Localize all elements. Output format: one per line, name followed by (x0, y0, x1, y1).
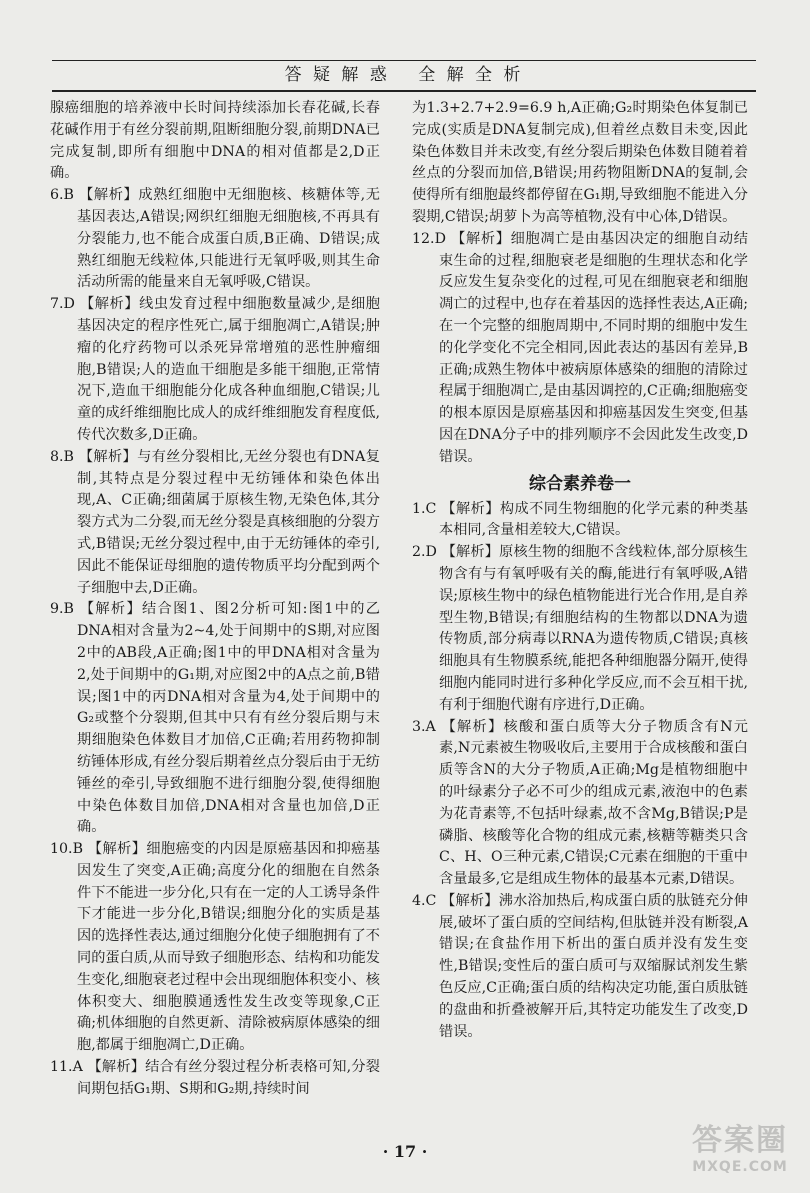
continued-paragraph: 为1.3+2.7+2.9=6.9 h,A正确;G₂时期染色体复制已完成(实质是DNA复制完成),但着丝点数目未变,因此染色体数目并未改变,有丝分裂后期染色体数目随着着丝点的分裂而加倍,B错误;用药物阻断DNA的复制,会使得所有细胞最终都停留在G₁期,导致细胞不能进入分裂期,C错误;胡萝卜为高等植物,没有中心体,D错误。 (412, 100, 748, 225)
answer-item: 8.B 【解析】与有丝分裂相比,无丝分裂也有DNA复制,其特点是分裂过程中无纺锤体和染色体出现,A、C正确;细菌属于原核生物,无染色体,其分裂方式为二分裂,而无丝分裂是真核细胞的分裂方式,B错误;无丝分裂过程中,由于无纺锤体的牵引,因此不能保证母细胞的遗传物质平均分配到两个子细胞中去,D正确。 (50, 448, 380, 596)
left-column (50, 98, 380, 1101)
section-title: 综合素养卷一 (529, 473, 631, 494)
right-column (412, 98, 748, 1043)
answer-item: 2.D 【解析】原核生物的细胞不含线粒体,部分原核生物含有与有氧呼吸有关的酶,能进行有氧呼吸,A错误;原核生物中的绿色植物能进行光合作用,是自养型生物,B错误;有细胞结构的生物都以DNA为遗传物质,部分病毒以RNA为遗传物质,C错误;真核细胞具有生物膜系统,能把各种细胞器分隔开,使得细胞内能同时进行多种化学反应,而不会互相干扰,有利于细胞代谢有序进行,D正确。 (412, 544, 748, 713)
page-number: · 17 · (382, 1142, 428, 1161)
watermark-url: MXQE.COM (692, 1159, 788, 1175)
answer-item: 7.D 【解析】线虫发育过程中细胞数量减少,是细胞基因决定的程序性死亡,属于细胞凋亡,A错误;肿瘤的化疗药物可以杀死异常增殖的恶性肿瘤细胞,B错误;人的造血干细胞是多能干细胞,正常情况下,造血干细胞能分化成各种血细胞,C错误;儿童的成纤维细胞比成人的成纤维细胞发育程度低,传代次数多,D正确。 (50, 296, 380, 443)
answer-item: 10.B 【解析】细胞癌变的内因是原癌基因和抑癌基因发生了突变,A正确;高度分化的细胞在自然条件下不能进一步分化,只有在一定的人工诱导条件下才能进一步分化,B错误;细胞分化的实质是基因的选择性表达,通过细胞分化使子细胞拥有了不同的蛋白质,从而导致子细胞形态、结构和功能发生变化,细胞衰老过程中会出现细胞体积变小、核体积变大、细胞膜通透性发生改变等现象,C正确;机体细胞的自然更新、清除被病原体感染的细胞,都属于细胞凋亡,D正确。 (50, 841, 380, 1054)
header-title: 答 疑 解 惑 全 解 全 析 (284, 65, 524, 85)
answer-item: 12.D 【解析】细胞凋亡是由基因决定的细胞自动结束生命的过程,细胞衰老是细胞的生理状态和化学反应发生复杂变化的过程,可见在细胞衰老和细胞凋亡的过程中,也存在着基因的选择性表达,A正确;在一个完整的细胞周期中,不同时期的细胞中发生的化学变化不完全相同,因此表达的基因有差异,B正确;成熟生物体中被病原体感染的细胞的清除过程属于细胞凋亡,是由基因调控的,C正确;细胞癌变的根本原因是原癌基因和抑癌基因发生突变,但基因在DNA分子中的排列顺序不会因此发生改变,D错误。 (412, 230, 748, 465)
continued-paragraph: 腺癌细胞的培养液中长时间持续添加长春花碱,长春花碱作用于有丝分裂前期,阻断细胞分裂,前期DNA已完成复制,即所有细胞中DNA的相对值都是2,D正确。 (50, 100, 380, 182)
header-top-rule (52, 60, 756, 61)
page-header (52, 58, 756, 92)
answer-item: 4.C 【解析】沸水浴加热后,构成蛋白质的肽链充分伸展,破坏了蛋白质的空间结构,但肽链并没有断裂,A错误;在食盐作用下析出的蛋白质并没有发生变性,B错误;变性后的蛋白质可与双缩脲试剂发生紫色反应,C正确;蛋白质的结构决定功能,蛋白质肽链的盘曲和折叠被解开后,其特定功能发生了改变,D错误。 (412, 892, 748, 1040)
answer-item: 6.B 【解析】成熟红细胞中无细胞核、核糖体等,无基因表达,A错误;网织红细胞无细胞核,不再具有分裂能力,也不能合成蛋白质,B正确、D错误;成熟红细胞无线粒体,只能进行无氧呼吸,则其生命活动所需的能量来自无氧呼吸,C错误。 (50, 187, 380, 291)
answer-item: 11.A 【解析】结合有丝分裂过程分析表格可知,分裂间期包括G₁期、S期和G₂期,持续时间 (50, 1059, 380, 1097)
answer-item: 9.B 【解析】结合图1、图2分析可知:图1中的乙DNA相对含量为2~4,处于间期中的S期,对应图2中的AB段,A正确;图1中的甲DNA相对含量为2,处于间期中的G₁期,对应图2中的A点之前,B错误;图1中的丙DNA相对含量为4,处于间期中的G₂或整个分裂期,但其中只有有丝分裂后期与末期细胞染色体数目才加倍,C正确;若用药物抑制纺锤体形成,有丝分裂后期着丝点分裂后由于无纺锤丝的牵引,导致细胞不进行细胞分裂,使得细胞中染色体数目加倍,DNA相对含量也加倍,D正确。 (50, 601, 380, 836)
watermark (676, 1123, 804, 1185)
header-bottom-rule (52, 90, 756, 92)
watermark-logo: 答案圈 (692, 1123, 788, 1158)
answer-item: 1.C 【解析】构成不同生物细胞的化学元素的种类基本相同,含量相差较大,C错误。 (412, 500, 748, 539)
answer-item: 3.A 【解析】核酸和蛋白质等大分子物质含有N元素,N元素被生物吸收后,主要用于合成核酸和蛋白质等含N的大分子物质,A正确;Mg是植物细胞中的叶绿素分子必不可少的组成元素,液泡中的色素为花青素等,不包括叶绿素,故不含Mg,B错误;P是磷脂、核酸等化合物的组成元素,核糖等糖类只含C、H、O三种元素,C错误;C元素在细胞的干重中含量最多,它是组成生物体的最基本元素,D错误。 (412, 718, 748, 888)
